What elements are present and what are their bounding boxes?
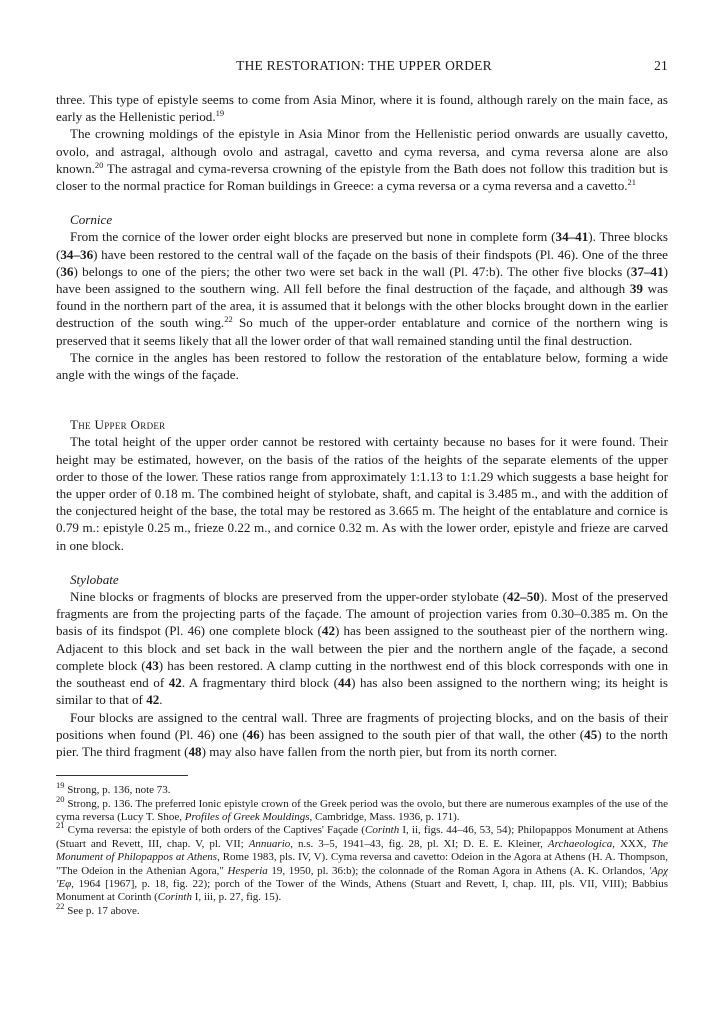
footnote-20: $^{20}$ Strong, p. 136. The preferred Ionic epistyle crown of the Greek period was the ovolo, but there are numerous examples of the use of the cyma reversa (Lucy T. Shoe, Profiles of Greek Mouldings, Cambridge, Mass. 1936, p. 171). (56, 793, 668, 823)
footnote-21: $^{21}$ Cyma reversa: the epistyle of both orders of the Captives' Façade (Corinth I, ii, figs. 44–46, 53, 54); Philopappos Monument at Athens (Stuart and Revett, III, chap. V, pl. VII; Annuario, n.s. 3–5, 1941–43, fig. 28, pl. XI; D. E. E. Kleiner, Archaeologica, XXX, The Monument of Philopappos at Athens, Rome 1983, pls. IV, V). Cyma reversa and cavetto: Odeion in the Agora at Athens (H. A. Thompson, "The Odeion in the Athenian Agora," Hesperia 19, 1950, pl. 36:b); the colonnade of the Roman Agora in Athens (A. K. Orlandos, 'Αρχ 'Εφ, 1964 [1967], p. 18, fig. 22); porch of the Tower of the Winds, Athens (Stuart and Revett, I, chap. III, pls. VII, VIII); Babbius Monument at Corinth (Corinth I, iii, p. 27, fig. 15). (56, 820, 668, 904)
running-header (60, 58, 668, 76)
section-heading-stylobate: Stylobate (70, 571, 119, 587)
footnotes (56, 780, 668, 918)
paragraph-cornice-2: The cornice in the angles has been restored to follow the restoration of the entablature below, forming a wide angle with the wings of the façade. (56, 349, 668, 383)
footnote-ref-19[interactable]: 19 (215, 108, 225, 119)
page-number: 21 (654, 58, 668, 73)
section-heading-cornice: Cornice (70, 212, 113, 228)
footnote-divider (56, 775, 188, 776)
running-title: THE RESTORATION: THE UPPER ORDER (236, 58, 492, 73)
paragraph-upper-order: The total height of the upper order cannot be restored with certainty because no bases for it were found. Their height may be estimated, however, on the basis of the ratios of the heights of the separate elements of the upper order to those of the lower. These ratios range from approximately 1:1.13 to 1:1.29 which suggests a base height for the upper order of 0.18 m. The combined height of stylobate, shaft, and capital is 3.485 m., and with the addition of the conjectured height of the base, the total may be restored as 3.665 m. The height of the entablature and cornice is 0.79 m.: epistyle 0.25 m., frieze 0.22 m., and cornice 0.32 m. As with the lower order, epistyle and frieze are carved in one block. (56, 434, 668, 553)
main-text (56, 91, 668, 918)
paragraph-intro-2: The crowning moldings of the epistyle in Asia Minor from the Hellenistic period onwards are usually cavetto, ovolo, and astragal, although ovolo and astragal, cavetto and cyma reversa, and cyma reversa alone are also known.$^{20}$ The astragal and cyma-reversa crowning of the epistyle from the Bath does not follow this tradition but is closer to the normal practice for Roman buildings in Greece: a cyma reversa or a cyma reversa and a cavetto.$^{21}$ (56, 126, 668, 194)
footnote-19: $^{19}$ Strong, p. 136, note 73. (56, 780, 171, 797)
paragraph-cornice-1: From the cornice of the lower order eight blocks are preserved but none in complete form (34–41). Three blocks (34–36) have been restored to the central wall of the façade on the basis of their findspots (Pl. 46). One of the three (36) belongs to one of the piers; the other two were set back in the wall (Pl. 47:b). The other five blocks (37–41) have been assigned to the southern wing. All fell before the final destruction of the façade, and although 39 was found in the northern part of the area, it is assumed that it belongs with the other blocks brought down in the earlier destruction of the south wing.$^{22}$ So much of the upper-order entablature and cornice of the northern wing is preserved that it seems likely that all the lower order of that wall remained standing until the final destruction. (56, 229, 668, 348)
footnote-ref-20[interactable]: 20 (94, 159, 104, 170)
section-heading-upper-order: The Upper Order (70, 417, 166, 433)
paragraph-intro-1: three. This type of epistyle seems to come from Asia Minor, where it is found, although rarely on the main face, as early as the Hellenistic period.$^{19}$ (56, 92, 668, 125)
paragraph-stylobate-2: Four blocks are assigned to the central wall. Three are fragments of projecting blocks, and on the basis of their positions when found (Pl. 46) one (46) has been assigned to the south pier of that wall, the other (45) to the north pier. The third fragment (48) may also have fallen from the north pier, but from its north corner. (56, 709, 668, 759)
footnote-ref-21[interactable]: 21 (627, 177, 637, 188)
footnote-ref-22[interactable]: 22 (224, 314, 233, 325)
paragraph-stylobate-1: Nine blocks or fragments of blocks are preserved from the upper-order stylobate (42–50). Most of the preserved fragments are from the projecting parts of the façade. The amount of projection varies from 0.30–0.385 m. On the basis of its findspot (Pl. 46) one complete block (42) has been assigned to the southeast pier of the northern wing. Adjacent to this block and set back in the wall between the pier and the northern angle of the façade, a second complete block (43) has been restored. A clamp cutting in the northwest end of this block corresponds with one in the southeast end of 42. A fragmentary third block (44) has also been assigned to the northern wing; its height is similar to that of 42. (56, 589, 669, 708)
footnote-22: $^{22}$ See p. 17 above. (56, 900, 140, 917)
